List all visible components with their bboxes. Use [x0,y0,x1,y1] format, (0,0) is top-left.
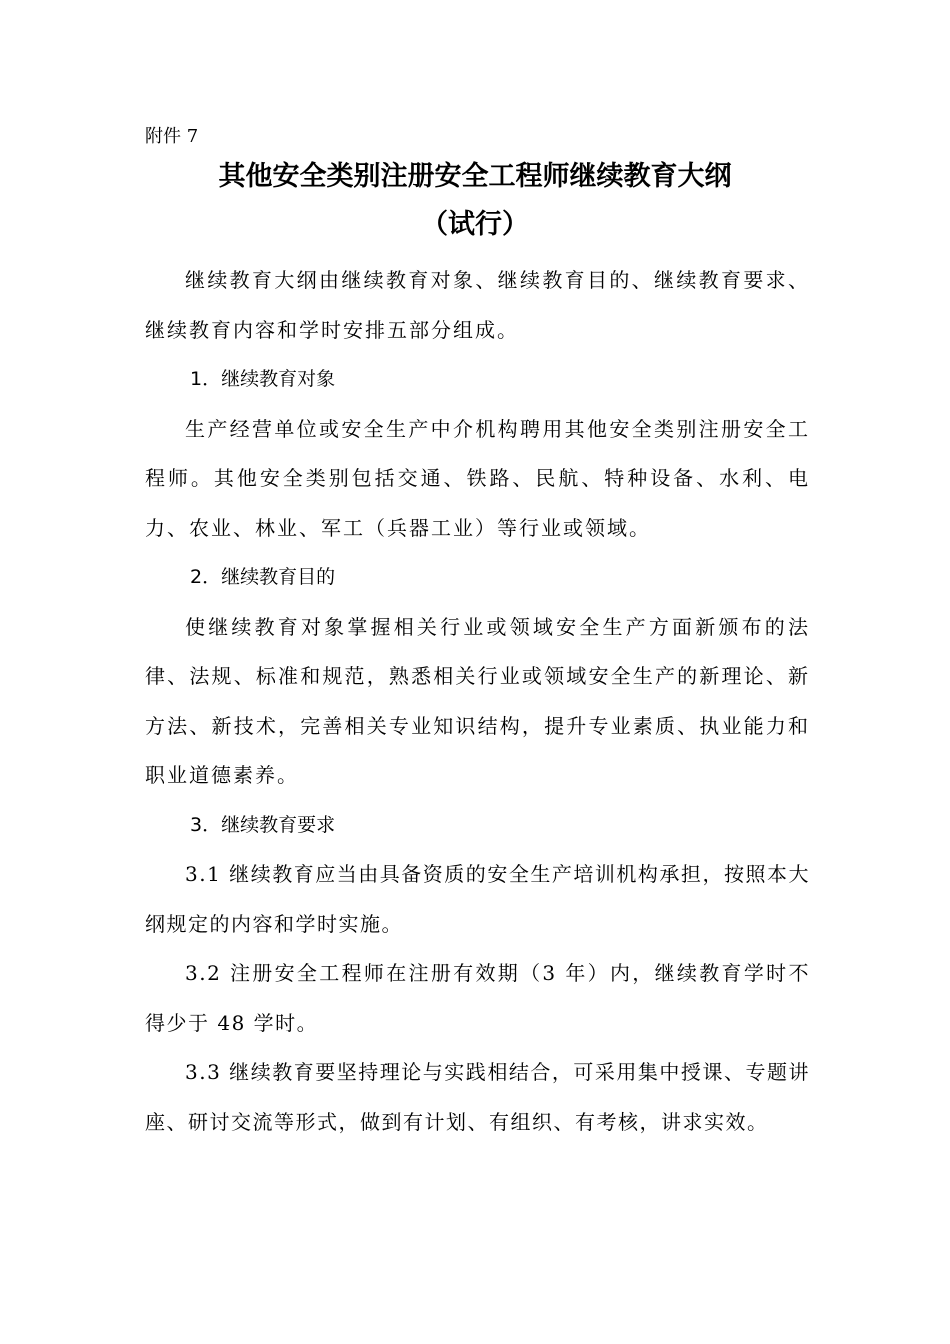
clause-3-3: 3.3 继续教育要坚持理论与实践相结合，可采用集中授课、专题讲座、研讨交流等形式，做到有计划、有组织、有考核，讲求实效。 [145,1060,810,1134]
section-1-paragraph: 生产经营单位或安全生产中介机构聘用其他安全类别注册安全工程师。其他安全类别包括交通、铁路、民航、特种设备、水利、电力、农业、林业、军工（兵器工业）等行业或领域。 [145,416,810,540]
section-heading-2: 2．继续教育目的 [190,566,336,588]
document-body [145,256,810,1147]
section-heading-3: 3．继续教育要求 [190,813,336,836]
clause-3-2: 3.2 注册安全工程师在注册有效期（3 年）内，继续教育学时不得少于 48 学时。 [145,961,810,1035]
section-heading-1: 1．继续教育对象 [190,368,336,390]
attachment-label: 附件 7 [145,126,199,147]
document-title: 其他安全类别注册安全工程师继续教育大纲 [218,161,732,192]
document-subtitle: （试行） [421,209,529,240]
section-2-paragraph: 使继续教育对象掌握相关行业或领域安全生产方面新颁布的法律、法规、标准和规范，熟悉相关行业或领域安全生产的新理论、新方法、新技术，完善相关专业知识结构，提升专业素质、执业能力和职业道德素养。 [145,614,810,787]
clause-3-1: 3.1 继续教育应当由具备资质的安全生产培训机构承担，按照本大纲规定的内容和学时实施。 [145,862,810,936]
intro-paragraph: 继续教育大纲由继续教育对象、继续教育目的、继续教育要求、继续教育内容和学时安排五部分组成。 [145,268,810,342]
